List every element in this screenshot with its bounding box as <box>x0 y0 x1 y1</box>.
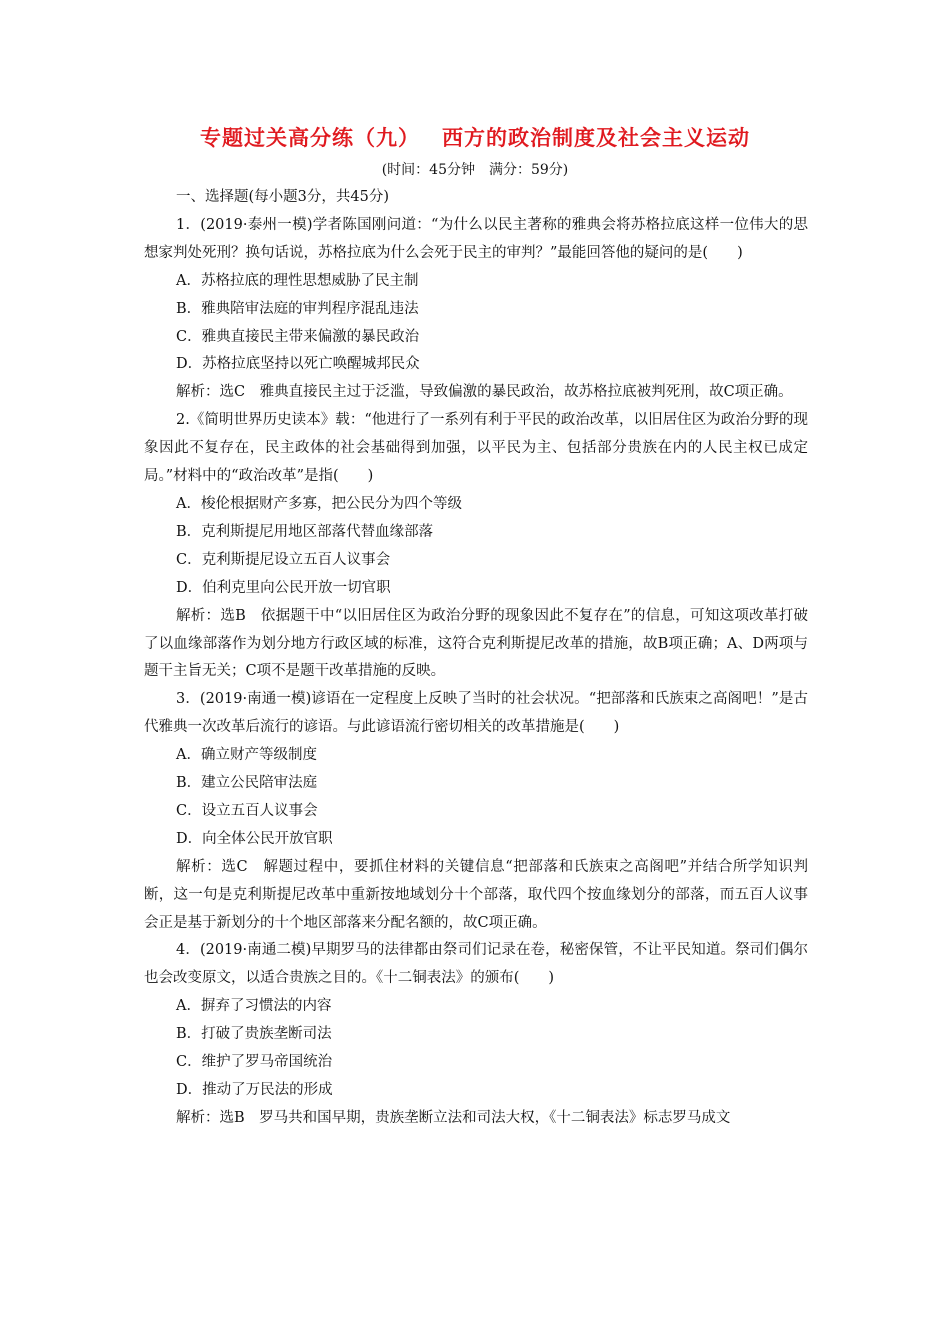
question-4-option-c: C．维护了罗马帝国统治 <box>176 1054 333 1071</box>
question-2-option-c: C．克利斯提尼设立五百人议事会 <box>176 551 391 568</box>
question-2-option-d: D．伯利克里向公民开放一切官职 <box>176 579 391 596</box>
question-4-option-d: D．推动了万民法的形成 <box>176 1082 333 1098</box>
question-4-option-a: A．摒弃了习惯法的内容 <box>176 998 332 1015</box>
question-1-stem: 1．(2019·泰州一模)学者陈国刚问道：“为什么以民主著称的雅典会将苏格拉底这样一位伟大的思想家判处死刑？换句话说，苏格拉底为什么会死于民主的审判？”最能回答他的疑问的是( ) <box>144 216 808 261</box>
question-3-option-b: B．建立公民陪审法庭 <box>176 775 318 792</box>
question-1-option-a: A．苏格拉底的理性思想威胁了民主制 <box>176 272 419 289</box>
question-2-option-b: B．克利斯提尼用地区部落代替血缘部落 <box>176 523 434 540</box>
question-1-analysis: 解析：选C 雅典直接民主过于泛滥，导致偏激的暴民政治，故苏格拉底被判死刑，故C项正确。 <box>176 384 793 401</box>
question-3-analysis: 解析：选C 解题过程中，要抓住材料的关键信息“把部落和氏族束之高阁吧”并结合所学知识判断，这一句是克利斯提尼改革中重新按地域划分十个部落，取代四个按血缘划分的部落，而五百人议事会正是基于新划分的十个地区部落来分配名额的，故C项正确。 <box>144 858 808 931</box>
question-list <box>144 184 808 1133</box>
question-1-option-c: C．雅典直接民主带来偏激的暴民政治 <box>176 328 420 345</box>
question-3-option-a: A．确立财产等级制度 <box>176 747 317 764</box>
question-3-option-d: D．向全体公民开放官职 <box>176 830 333 847</box>
question-4-option-b: B．打破了贵族垄断司法 <box>176 1026 332 1043</box>
question-1-option-b: B．雅典陪审法庭的审判程序混乱违法 <box>176 300 419 317</box>
page-title <box>0 122 950 152</box>
question-3-option-c: C．设立五百人议事会 <box>176 802 318 819</box>
question-4-analysis: 解析：选B 罗马共和国早期，贵族垄断立法和司法大权，《十二铜表法》标志罗马成文 <box>176 1109 731 1126</box>
question-3-stem: 3．(2019·南通一模)谚语在一定程度上反映了当时的社会状况。“把部落和氏族束之高阁吧！”是古代雅典一次改革后流行的谚语。与此谚语流行密切相关的改革措施是( ) <box>144 691 808 736</box>
title-left: 专题过关高分练（九） <box>200 126 420 150</box>
question-1-option-d: D．苏格拉底坚持以死亡唤醒城邦民众 <box>176 356 420 373</box>
title-right: 西方的政治制度及社会主义运动 <box>442 126 750 150</box>
question-2-analysis: 解析：选B 依据题干中“以旧居住区为政治分野的现象因此不复存在”的信息，可知这项改革打破了以血缘部落作为划分地方行政区域的标准，这符合克利斯提尼改革的措施，故B项正确；A、D两项与题干主旨无关；C项不是题干改革措施的反映。 <box>144 607 808 680</box>
exam-meta: (时间：45分钟 满分：59分) <box>381 162 569 178</box>
section-heading: 一、选择题(每小题3分，共45分) <box>176 189 389 205</box>
question-2-stem: 2.《简明世界历史读本》载：“他进行了一系列有利于平民的政治改革，以旧居住区为政治分野的现象因此不复存在，民主政体的社会基础得到加强，以平民为主、包括部分贵族在内的人民主权已成定局。”材料中的“政治改革”是指( ) <box>144 412 808 485</box>
question-4-stem: 4．(2019·南通二模)早期罗马的法律都由祭司们记录在卷，秘密保管，不让平民知道。祭司们偶尔也会改变原文，以适合贵族之目的。《十二铜表法》的颁布( ) <box>144 942 808 987</box>
question-2-option-a: A．梭伦根据财产多寡，把公民分为四个等级 <box>176 495 462 512</box>
